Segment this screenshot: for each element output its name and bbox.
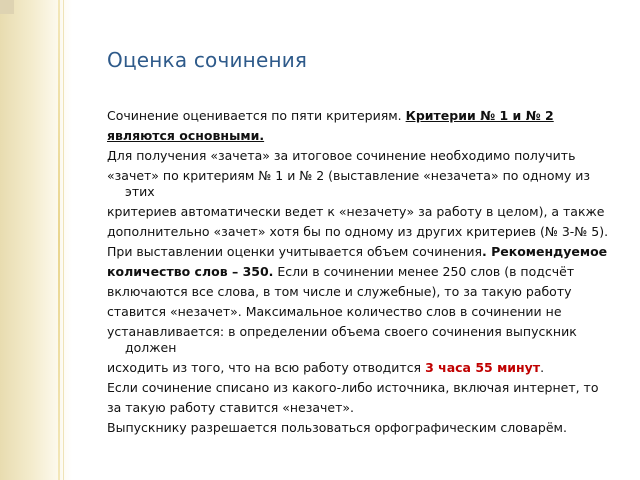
text-line: количество слов – 350. Если в сочинении менее 250 слов (в подсчёт <box>107 264 575 279</box>
decorative-side-line <box>58 0 60 480</box>
recommended-highlight: . Рекомендуемое <box>482 244 608 259</box>
word-count-highlight: количество слов – 350. <box>107 264 274 279</box>
text-line: При выставлении оценки учитывается объем сочинения. Рекомендуемое <box>107 244 608 259</box>
time-limit-highlight: 3 часа 55 минут <box>425 360 541 375</box>
text-line: исходить из того, что на всю работу отводится 3 часа 55 минут. <box>107 360 545 375</box>
text-line-continuation: этих <box>125 184 155 199</box>
text-line: устанавливается: в определении объема своего сочинения выпускник <box>107 324 577 339</box>
text-line: Если сочинение списано из какого-либо источника, включая интернет, то <box>107 380 599 395</box>
text-line: дополнительно «зачет» хотя бы по одному из других критериев (№ 3-№ 5). <box>107 224 609 239</box>
text-line: включаются все слова, в том числе и служебные), то за такую работу <box>107 284 572 299</box>
slide-title: Оценка сочинения <box>107 48 308 72</box>
text-line: критериев автоматически ведет к «незачету» за работу в целом), а также <box>107 204 605 219</box>
criteria-main-line: являются основными. <box>107 128 265 143</box>
text-line: за такую работу ставится «незачет». <box>107 400 355 415</box>
text-line: «зачет» по критериям № 1 и № 2 (выставление «незачета» по одному из <box>107 168 591 183</box>
text-line: Выпускнику разрешается пользоваться орфографическим словарём. <box>107 420 567 435</box>
paragraph-criteria: Сочинение оценивается по пяти критериям. Критерии № 1 и № 2 <box>107 108 554 123</box>
slide-body <box>107 106 617 438</box>
text-line: Для получения «зачета» за итоговое сочинение необходимо получить <box>107 148 576 163</box>
text-line: ставится «незачет». Максимальное количество слов в сочинении не <box>107 304 562 319</box>
decorative-side-panel <box>0 0 72 480</box>
decorative-side-line-thin <box>63 0 64 480</box>
decorative-corner <box>0 0 14 14</box>
text-line-continuation: должен <box>125 340 177 355</box>
criteria-main-highlight: Критерии № 1 и № 2 <box>405 108 554 123</box>
